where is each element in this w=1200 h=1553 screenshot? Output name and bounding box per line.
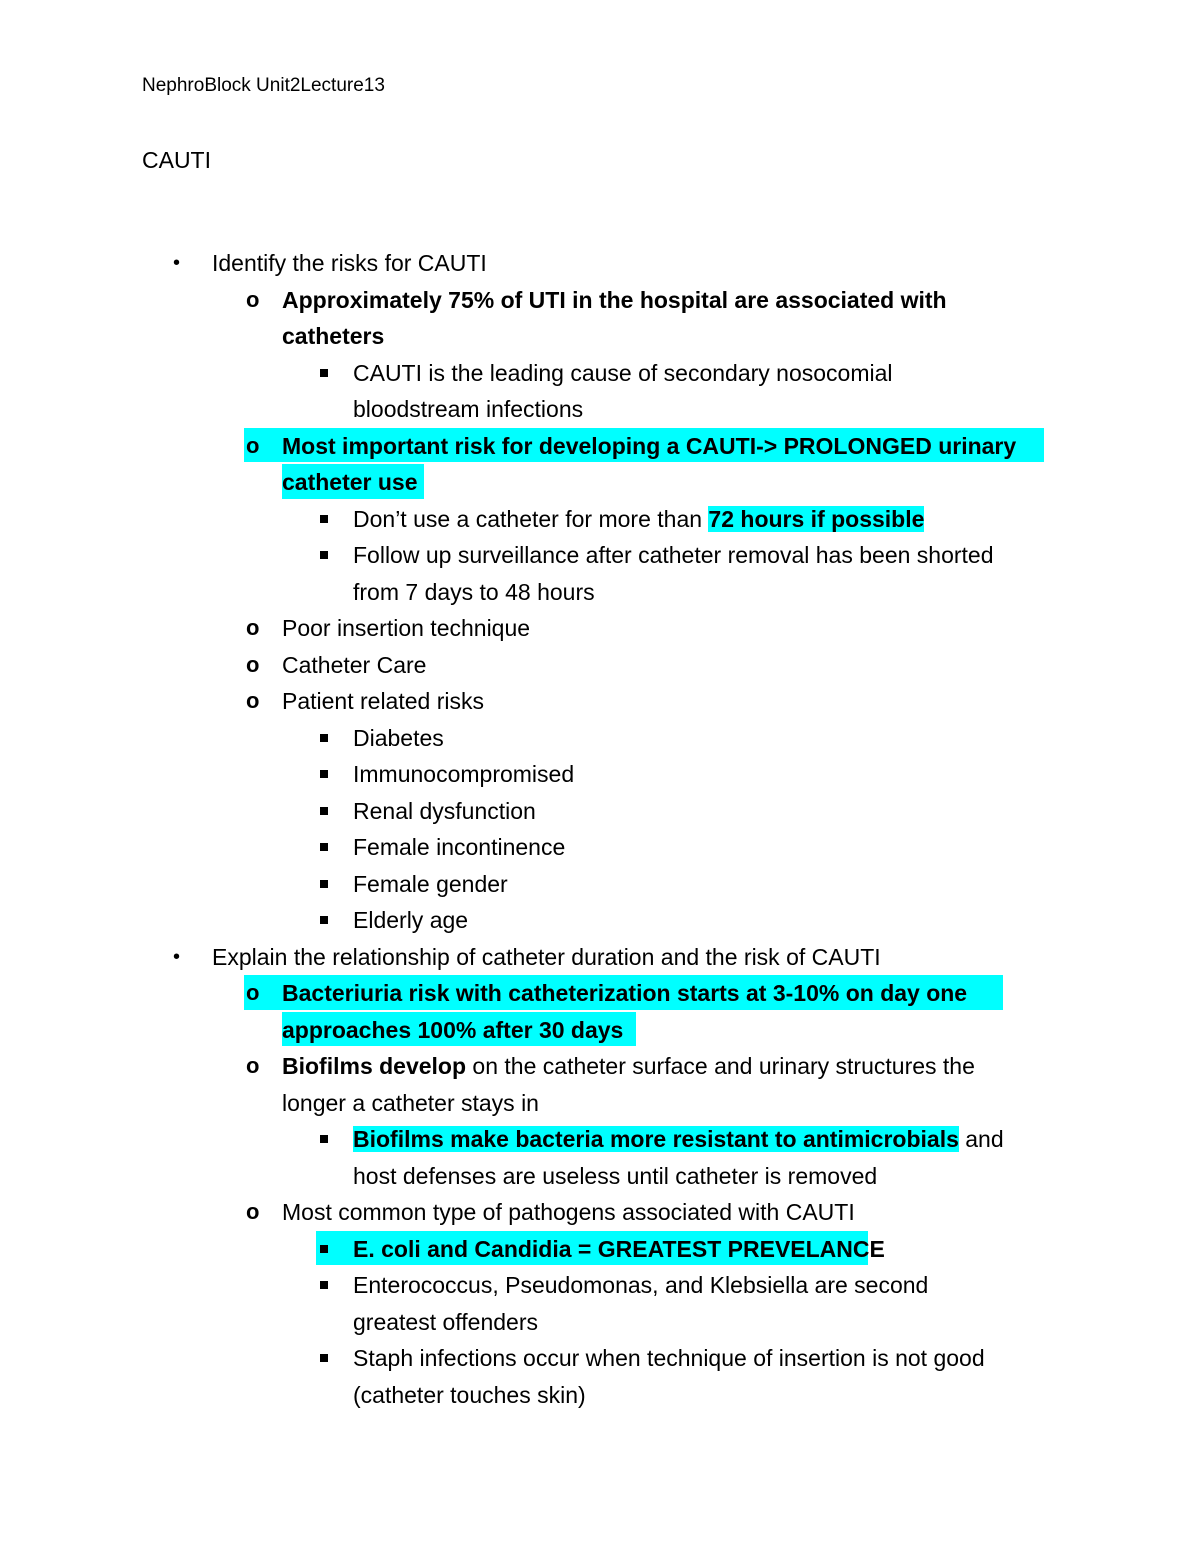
line-text — [353, 761, 574, 787]
line-text — [353, 725, 444, 751]
line-text — [282, 1017, 623, 1043]
highlighted-text: 72 hours if possible — [708, 505, 925, 532]
document-title: CAUTI — [142, 147, 211, 173]
line-text — [353, 506, 924, 532]
text-run: E. coli and Candidia = GREATEST PREVELANCE — [353, 1235, 885, 1262]
line-text — [282, 980, 967, 1006]
text-run: approaches 100% after 30 days — [282, 1016, 624, 1043]
line-text — [282, 1090, 539, 1116]
dot-bullet-icon: • — [173, 945, 181, 968]
outline-line — [0, 1340, 1200, 1377]
text-run: bloodstream infections — [353, 396, 584, 422]
text-run: Don’t use a catheter for more than — [353, 505, 709, 532]
line-text — [353, 907, 468, 933]
line-text — [212, 250, 487, 276]
line-text — [353, 1272, 928, 1298]
outline-line — [0, 756, 1200, 793]
circle-bullet-icon: o — [246, 615, 260, 640]
text-run: CAUTI is the leading cause of secondary nosocomial — [353, 359, 893, 386]
line-text — [353, 834, 565, 860]
line-text — [353, 542, 994, 568]
outline-line — [0, 1158, 1200, 1195]
square-bullet-icon — [320, 1245, 328, 1253]
square-bullet-icon — [320, 880, 328, 888]
line-text — [282, 652, 426, 678]
circle-bullet-icon: o — [246, 432, 260, 458]
outline-line — [0, 391, 1200, 428]
text-run: Elderly age — [353, 907, 469, 933]
line-text — [353, 360, 893, 386]
text-run: catheter use — [282, 469, 418, 495]
circle-bullet-icon: o — [246, 1199, 260, 1224]
line-text — [282, 1053, 975, 1079]
text-run: Most important risk for developing a CAUTI-> PROLONGED urinary — [282, 432, 1017, 459]
outline-line — [0, 501, 1200, 538]
text-run: Female incontinence — [353, 834, 566, 860]
outline-line — [0, 720, 1200, 757]
line-text — [282, 688, 484, 714]
outline-line — [0, 355, 1200, 392]
line-text — [353, 396, 583, 422]
square-bullet-icon — [320, 734, 328, 742]
text-run: on the catheter surface and urinary structures the — [466, 1053, 975, 1079]
square-bullet-icon — [320, 515, 328, 523]
text-run: greatest offenders — [353, 1308, 538, 1335]
text-run: from 7 days to 48 hours — [353, 578, 595, 605]
text-run: catheters — [282, 323, 385, 349]
text-run: Female gender — [353, 870, 508, 897]
outline-line — [0, 1267, 1200, 1304]
circle-bullet-icon: o — [246, 980, 260, 1005]
text-run: Immunocompromised — [353, 761, 575, 787]
square-bullet-icon — [320, 770, 328, 778]
line-text — [282, 1199, 855, 1225]
outline-line — [0, 1231, 1200, 1268]
outline-line — [0, 245, 1200, 282]
outline-line — [0, 537, 1200, 574]
line-text — [282, 433, 1016, 459]
outline-line — [0, 318, 1200, 355]
line-text — [353, 1163, 877, 1189]
outline-line — [0, 1377, 1200, 1414]
line-text — [353, 1382, 586, 1408]
outline-line — [0, 1085, 1200, 1122]
line-text — [353, 1236, 885, 1262]
outline-line — [0, 829, 1200, 866]
outline-line — [0, 647, 1200, 684]
square-bullet-icon — [320, 369, 328, 377]
circle-bullet-icon: o — [246, 651, 260, 677]
square-bullet-icon — [320, 551, 328, 559]
line-text — [212, 944, 881, 970]
square-bullet-icon — [320, 843, 328, 851]
text-run: and — [958, 1126, 1004, 1152]
text-run: longer a catheter stays in — [282, 1089, 539, 1116]
outline-line — [0, 793, 1200, 830]
line-text — [353, 1345, 985, 1371]
document-body — [0, 245, 1200, 1413]
line-text — [282, 323, 384, 349]
outline-line — [0, 902, 1200, 939]
square-bullet-icon — [320, 807, 328, 815]
highlighted-text: Biofilms make bacteria more resistant to antimicrobials — [353, 1126, 959, 1152]
circle-bullet-icon: o — [246, 688, 260, 713]
text-run: Renal dysfunction — [353, 797, 536, 824]
line-text — [353, 871, 508, 897]
outline-line — [0, 282, 1200, 319]
text-run: Diabetes — [353, 724, 444, 751]
circle-bullet-icon: o — [246, 1053, 260, 1078]
outline-line — [0, 683, 1200, 720]
line-text — [353, 1309, 538, 1335]
text-run: (catheter touches skin) — [353, 1381, 586, 1408]
outline-line — [0, 866, 1200, 903]
square-bullet-icon — [320, 1354, 328, 1362]
text-run: Patient related risks — [282, 688, 484, 714]
line-text — [282, 469, 418, 495]
dot-bullet-icon: • — [173, 252, 181, 274]
line-text — [353, 1126, 1004, 1152]
outline-line — [0, 1304, 1200, 1341]
square-bullet-icon — [320, 916, 328, 924]
outline-line — [0, 1048, 1200, 1085]
text-run: Catheter Care — [282, 651, 427, 678]
text-run: Explain the relationship of catheter duration and the risk of CAUTI — [212, 943, 881, 970]
document-header: NephroBlock Unit2Lecture13 — [142, 75, 385, 96]
line-text — [353, 579, 595, 605]
outline-line — [0, 939, 1200, 976]
square-bullet-icon — [320, 1135, 328, 1143]
outline-line — [0, 1121, 1200, 1158]
line-text — [282, 615, 530, 641]
text-run: Follow up surveillance after catheter removal has been shorted — [353, 542, 994, 568]
text-run: Approximately 75% of UTI in the hospital are associated with — [282, 286, 947, 313]
text-run: Poor insertion technique — [282, 615, 531, 641]
outline-line — [0, 610, 1200, 647]
text-run: host defenses are useless until catheter is removed — [353, 1162, 878, 1189]
text-run: Staph infections occur when technique of insertion is not good — [353, 1345, 985, 1371]
circle-bullet-icon: o — [246, 286, 260, 312]
line-text — [353, 798, 536, 824]
square-bullet-icon — [320, 1281, 328, 1289]
text-run: Most common type of pathogens associated with CAUTI — [282, 1199, 855, 1225]
text-run: Biofilms develop — [282, 1053, 467, 1079]
outline-line — [0, 1194, 1200, 1231]
text-run: Enterococcus, Pseudomonas, and Klebsiella are second — [353, 1272, 929, 1298]
text-run: Identify the risks for CAUTI — [212, 250, 487, 276]
outline-line — [0, 975, 1200, 1012]
outline-line — [0, 1012, 1200, 1049]
outline-line — [0, 464, 1200, 501]
outline-line — [0, 574, 1200, 611]
line-text — [282, 287, 947, 313]
text-run: Bacteriuria risk with catheterization starts at 3-10% on day one — [282, 980, 968, 1006]
outline-line — [0, 428, 1200, 465]
